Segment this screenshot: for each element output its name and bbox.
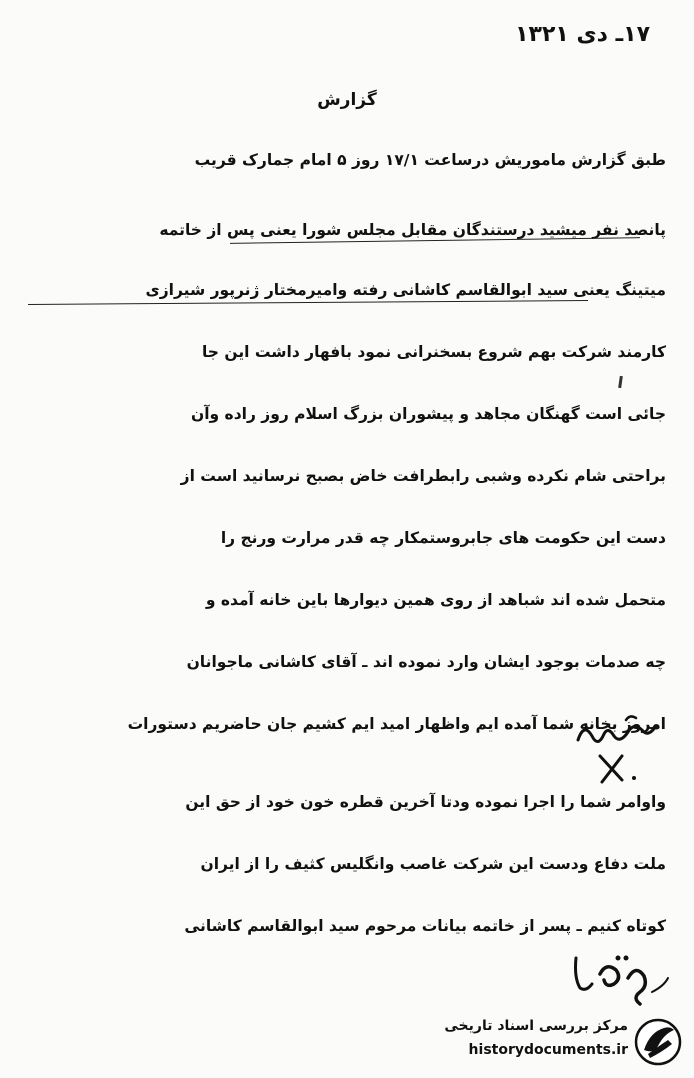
body-line: کوتاه کنیم ـ پسر از خاتمه بیانات مرحوم سید ابوالقاسم کاشانی <box>184 917 666 935</box>
body-line: متحمل شده اند شباهد از روی همین دیوارها باین خانه آمده و <box>205 591 666 609</box>
margin-handwritten-note <box>570 712 662 792</box>
body-line: ملت دفاع ودست این شرکت غاصب وانگلیس کثیف را از ایران <box>200 855 666 873</box>
archive-watermark <box>400 1010 690 1074</box>
margin-note-drawing <box>570 712 662 792</box>
body-line: براحتی شام نکرده وشبی رابطرافت خاض بصبح نرسانید است از <box>180 467 666 485</box>
body-line: واوامر شما را اجرا نموده ودتا آخرین قطره خون خود از حق این <box>185 793 666 811</box>
body-line: طبق گزارش ماموریش درساعت ۱۷/۱ روز ۵ امام جمارک قریب <box>194 151 666 169</box>
body-line: کارمند شرکت بهم شروع بسخنرانی نمود بافهار داشت این جا <box>201 343 666 361</box>
signature-drawing <box>570 948 670 1008</box>
handwritten-signature <box>570 948 670 1008</box>
body-line: جائی است گهنگان مجاهد و پیشوران بزرگ اسلام روز راده وآن <box>190 405 666 423</box>
document-date: ۱۷ـ دی ۱۳۲۱ <box>515 22 650 47</box>
document-heading: گزارش <box>317 90 377 110</box>
watermark-title: مرکز بررسی اسناد تاریخی <box>444 1018 628 1034</box>
body-line: چه صدمات بوجود ایشان وارد نموده اند ـ آقای کاشانی ماجوانان <box>186 653 666 671</box>
body-line: میتینگ یعنی سید ابوالقاسم کاشانی رفته وامیرمختار ژنرپور شیرازی <box>145 281 666 299</box>
ink-mark <box>618 376 623 388</box>
body-line: پانصد نفر میشید درستندگان مقابل مجلس شورا یعنی پس از خاتمه <box>159 221 666 239</box>
body-line: امروز بخانه شما آمده ایم واظهار امید ایم کشیم جان حاضریم دستورات <box>127 715 666 733</box>
watermark-url: historydocuments.ir <box>468 1042 628 1058</box>
body-line: دست این حکومت های جابروستمکار چه قدر مرارت ورنج را <box>220 529 666 547</box>
archive-logo-icon <box>634 1018 682 1066</box>
